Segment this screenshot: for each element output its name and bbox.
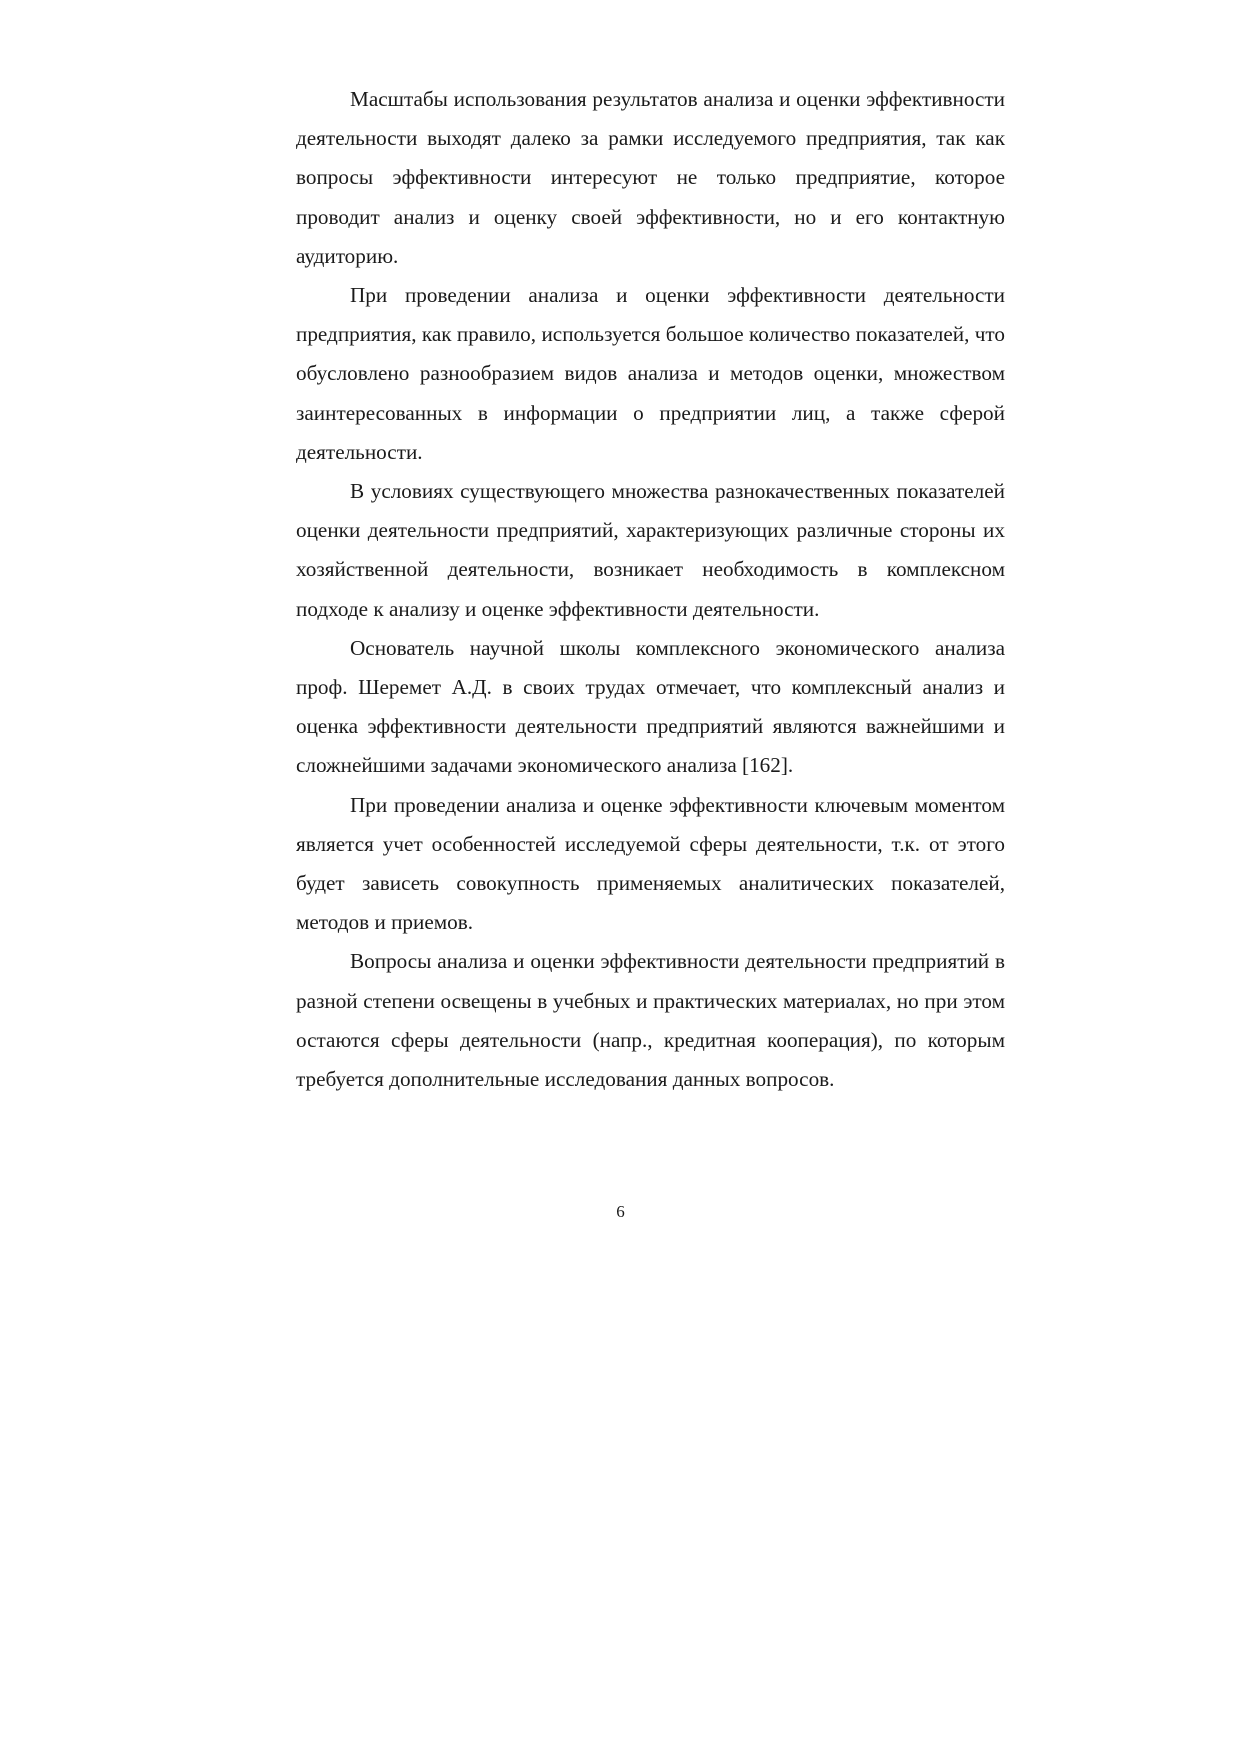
paragraph-2: При проведении анализа и оценки эффективности деятельности предприятия, как правило, используется большое количество показателей, что обусловлено разнообразием видов анализа и методов оценки, множеством заинтересованных в информации о предприятии лиц, а также сферой деятельности. <box>296 283 1005 464</box>
paragraph-5: При проведении анализа и оценке эффективности ключевым моментом является учет особенностей исследуемой сферы деятельности, т.к. от этого будет зависеть совокупность применяемых аналитических показателей, методов и приемов. <box>296 792 1005 935</box>
paragraph-3: В условиях существующего множества разнокачественных показателей оценки деятельности предприятий, характеризующих различные стороны их хозяйственной деятельности, возникает необходимость в комплексном подходе к анализу и оценке эффективности деятельности. <box>296 479 1005 621</box>
page-number: 6 <box>616 1202 625 1221</box>
paragraph-6: Вопросы анализа и оценки эффективности деятельности предприятий в разной степени освещены в учебных и практических материалах, но при этом остаются сферы деятельности (напр., кредитная кооперация), по которым требуется дополнительные исследования данных вопросов. <box>296 949 1005 1092</box>
paragraph-1: Масштабы использования результатов анализа и оценки эффективности деятельности выходят далеко за рамки исследуемого предприятия, так как вопросы эффективности интересуют не только предприятие, которое проводит анализ и оценку своей эффективности, но и его контактную аудиторию. <box>296 87 1005 268</box>
paragraph-4: Основатель научной школы комплексного экономического анализа проф. Шеремет А.Д. в своих трудах отмечает, что комплексный анализ и оценка эффективности деятельности предприятий являются важнейшими и сложнейшими задачами экономического анализа [162]. <box>296 635 1005 778</box>
body-text <box>296 80 1005 1099</box>
